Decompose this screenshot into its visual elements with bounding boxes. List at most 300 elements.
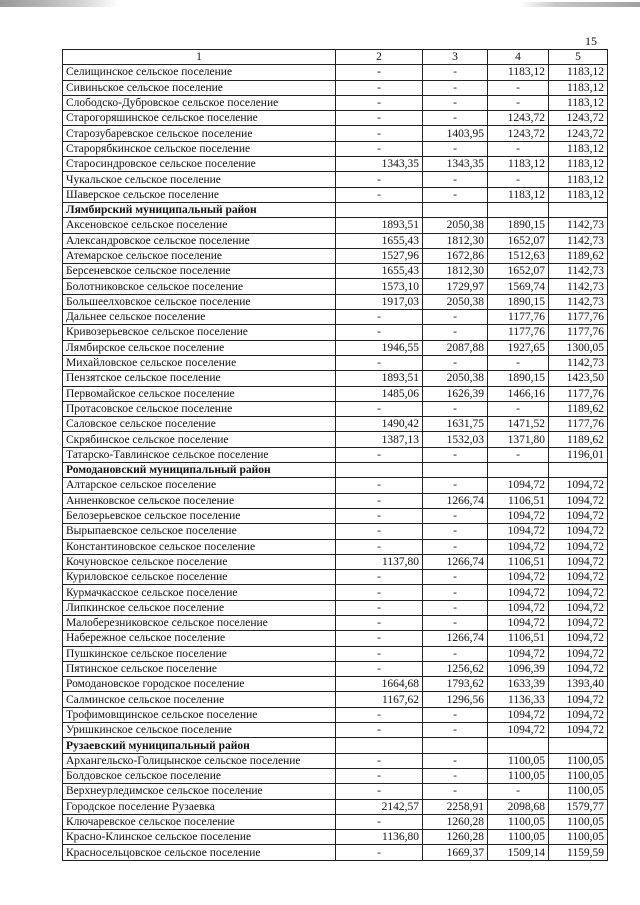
value-cell-col5: 1183,12 [549,157,608,172]
value-cell-col2: 1655,43 [336,264,423,279]
value-cell-col3: - [423,325,488,340]
value-cell-col5: 1142,73 [549,218,608,233]
value-cell-col3: 2050,38 [423,294,488,309]
value-cell-col4: 1509,14 [488,845,549,860]
settlement-name-cell: Протасовское сельское поселение [63,401,336,416]
value-cell-col2: - [336,615,423,630]
value-cell-col2: - [336,845,423,860]
empty-cell [488,738,549,753]
value-cell-col3: - [423,65,488,80]
settlement-name-cell: Белозерьевское сельское поселение [63,508,336,523]
settlement-name-cell: Трофимовщинское сельское поселение [63,707,336,722]
header-row [63,50,608,65]
value-cell-col3: 2258,91 [423,799,488,814]
value-cell-col4: 1094,72 [488,508,549,523]
value-cell-col2: - [336,401,423,416]
value-cell-col2: - [336,95,423,110]
value-cell-col5: 1094,72 [549,600,608,615]
table-row [63,80,608,95]
value-cell-col5: 1183,12 [549,172,608,187]
value-cell-col3: - [423,401,488,416]
value-cell-col4: 1177,76 [488,325,549,340]
value-cell-col3: 1812,30 [423,233,488,248]
table-row [63,264,608,279]
settlement-name-cell: Анненковское сельское поселение [63,493,336,508]
value-cell-col3: 1343,35 [423,157,488,172]
section-row [63,738,608,753]
settlement-name-cell: Кочуновское сельское поселение [63,554,336,569]
value-cell-col3: - [423,310,488,325]
value-cell-col5: 1094,72 [549,585,608,600]
value-cell-col2: - [336,646,423,661]
value-cell-col4: - [488,401,549,416]
table-row [63,570,608,585]
settlement-name-cell: Большеелховское сельское поселение [63,294,336,309]
value-cell-col3: - [423,570,488,585]
settlement-name-cell: Куриловское сельское поселение [63,570,336,585]
value-cell-col5: 1094,72 [549,478,608,493]
value-cell-col5: 1100,05 [549,814,608,829]
value-cell-col4: 1652,07 [488,233,549,248]
value-cell-col3: 1260,28 [423,814,488,829]
settlement-name-cell: Лямбирское сельское поселение [63,340,336,355]
value-cell-col5: 1183,12 [549,187,608,202]
settlement-name-cell: Шаверское сельское поселение [63,187,336,202]
settlement-name-cell: Сивиньское сельское поселение [63,80,336,95]
value-cell-col5: 1189,62 [549,432,608,447]
settlement-name-cell: Красносельцовское сельское поселение [63,845,336,860]
value-cell-col2: - [336,707,423,722]
value-cell-col4: 1243,72 [488,126,549,141]
settlement-name-cell: Берсеневское сельское поселение [63,264,336,279]
settlement-name-cell: Старорябкинское сельское поселение [63,141,336,156]
settlement-name-cell: Старозубаревское сельское поселение [63,126,336,141]
value-cell-col3: - [423,585,488,600]
table-row [63,111,608,126]
value-cell-col5: 1142,73 [549,264,608,279]
value-cell-col2: 1387,13 [336,432,423,447]
value-cell-col3: 1626,39 [423,386,488,401]
table-row [63,218,608,233]
value-cell-col3: - [423,187,488,202]
value-cell-col4: 1106,51 [488,631,549,646]
table-row [63,723,608,738]
value-cell-col4: 1890,15 [488,218,549,233]
value-cell-col5: 1423,50 [549,371,608,386]
settlement-name-cell: Красно-Клинское сельское поселение [63,830,336,845]
value-cell-col5: 1579,77 [549,799,608,814]
value-cell-col3: 2050,38 [423,371,488,386]
table-row [63,661,608,676]
table-row [63,95,608,110]
table-row [63,187,608,202]
value-cell-col4: 1183,12 [488,65,549,80]
value-cell-col2: 1946,55 [336,340,423,355]
settlement-name-cell: Пятинское сельское поселение [63,661,336,676]
value-cell-col3: - [423,111,488,126]
value-cell-col2: 1527,96 [336,248,423,263]
value-cell-col3: 2050,38 [423,218,488,233]
header-cell-col1: 1 [63,50,336,65]
value-cell-col4: - [488,172,549,187]
value-cell-col4: - [488,80,549,95]
value-cell-col4: 1569,74 [488,279,549,294]
value-cell-col5: 1094,72 [549,692,608,707]
table-row [63,447,608,462]
value-cell-col5: 1094,72 [549,570,608,585]
page-number: 15 [585,34,597,48]
value-cell-col4: 1094,72 [488,707,549,722]
settlement-name-cell: Старосиндровское сельское поселение [63,157,336,172]
settlement-name-cell: Архангельско-Голицынское сельское поселение [63,753,336,768]
section-row [63,463,608,478]
value-cell-col2: - [336,524,423,539]
value-cell-col3: 1403,95 [423,126,488,141]
settlement-name-cell: Ромодановское городское поселение [63,677,336,692]
value-cell-col2: - [336,539,423,554]
value-cell-col3: 1532,03 [423,432,488,447]
table-row [63,830,608,845]
value-cell-col3: 2087,88 [423,340,488,355]
value-cell-col4: 1652,07 [488,264,549,279]
section-row [63,202,608,217]
header-cell-col2: 2 [336,50,423,65]
value-cell-col4: 1106,51 [488,554,549,569]
value-cell-col5: 1094,72 [549,493,608,508]
value-cell-col2: - [336,478,423,493]
value-cell-col5: 1196,01 [549,447,608,462]
value-cell-col4: 1371,80 [488,432,549,447]
settlement-name-cell: Дальнее сельское поселение [63,310,336,325]
value-cell-col5: 1393,40 [549,677,608,692]
value-cell-col3: - [423,447,488,462]
value-cell-col3: - [423,615,488,630]
value-cell-col5: 1142,73 [549,294,608,309]
value-cell-col2: - [336,585,423,600]
value-cell-col4: 1183,12 [488,187,549,202]
value-cell-col2: - [336,126,423,141]
value-cell-col5: 1183,12 [549,80,608,95]
settlement-name-cell: Старогоряшинское сельское поселение [63,111,336,126]
value-cell-col4: - [488,447,549,462]
table-row [63,554,608,569]
value-cell-col4: 1100,05 [488,768,549,783]
empty-cell [336,202,423,217]
value-cell-col4: 1136,33 [488,692,549,707]
value-cell-col2: 1664,68 [336,677,423,692]
value-cell-col5: 1177,76 [549,386,608,401]
value-cell-col5: 1183,12 [549,95,608,110]
value-cell-col4: 1466,16 [488,386,549,401]
value-cell-col5: 1100,05 [549,830,608,845]
value-cell-col5: 1142,73 [549,233,608,248]
table-row [63,401,608,416]
table-row [63,233,608,248]
value-cell-col2: - [336,814,423,829]
table-row [63,141,608,156]
table-row [63,508,608,523]
table-row [63,432,608,447]
value-cell-col4: 1471,52 [488,417,549,432]
value-cell-col2: - [336,141,423,156]
value-cell-col3: - [423,95,488,110]
settlement-name-cell: Михайловское сельское поселение [63,355,336,370]
value-cell-col5: 1100,05 [549,753,608,768]
value-cell-col5: 1243,72 [549,126,608,141]
table-row [63,172,608,187]
table-row [63,753,608,768]
header-cell-col5: 5 [549,50,608,65]
value-cell-col4: - [488,141,549,156]
table-row [63,814,608,829]
value-cell-col4: 1094,72 [488,615,549,630]
table-row [63,417,608,432]
section-title: Рузаевский муниципальный район [63,738,336,753]
value-cell-col4: 1094,72 [488,646,549,661]
value-cell-col2: - [336,570,423,585]
table-row [63,294,608,309]
value-cell-col5: 1177,76 [549,310,608,325]
settlement-name-cell: Александровское сельское поселение [63,233,336,248]
table-row [63,65,608,80]
settlement-name-cell: Чукальское сельское поселение [63,172,336,187]
value-cell-col3: 1672,86 [423,248,488,263]
value-cell-col3: - [423,478,488,493]
settlement-name-cell: Скрябинское сельское поселение [63,432,336,447]
value-cell-col3: - [423,784,488,799]
table-row [63,340,608,355]
settlement-name-cell: Салминское сельское поселение [63,692,336,707]
table-row [63,799,608,814]
value-cell-col5: 1142,73 [549,355,608,370]
value-cell-col3: 1812,30 [423,264,488,279]
empty-cell [423,463,488,478]
value-cell-col2: 1655,43 [336,233,423,248]
value-cell-col3: - [423,355,488,370]
value-cell-col2: 1167,62 [336,692,423,707]
empty-cell [336,463,423,478]
value-cell-col2: 1485,06 [336,386,423,401]
settlement-name-cell: Пензятское сельское поселение [63,371,336,386]
table-row [63,248,608,263]
table-row [63,157,608,172]
value-cell-col3: - [423,723,488,738]
empty-cell [423,738,488,753]
value-cell-col2: - [336,325,423,340]
value-cell-col2: 2142,57 [336,799,423,814]
table-row [63,692,608,707]
value-cell-col5: 1094,72 [549,631,608,646]
value-cell-col5: 1094,72 [549,661,608,676]
value-cell-col3: 1260,28 [423,830,488,845]
value-cell-col5: 1094,72 [549,539,608,554]
scan-artifact-left [0,0,118,7]
value-cell-col2: 1136,80 [336,830,423,845]
settlement-name-cell: Пушкинское сельское поселение [63,646,336,661]
table-row [63,845,608,860]
value-cell-col5: 1094,72 [549,646,608,661]
settlement-name-cell: Уришкинское сельское поселение [63,723,336,738]
table-row [63,631,608,646]
value-cell-col2: 1917,03 [336,294,423,309]
value-cell-col3: - [423,707,488,722]
value-cell-col2: - [336,493,423,508]
empty-cell [549,738,608,753]
value-cell-col5: 1183,12 [549,65,608,80]
value-cell-col4: 1094,72 [488,570,549,585]
table-row [63,310,608,325]
value-cell-col5: 1300,05 [549,340,608,355]
table-row [63,784,608,799]
value-cell-col3: - [423,539,488,554]
value-cell-col3: - [423,646,488,661]
value-cell-col3: - [423,80,488,95]
value-cell-col3: - [423,141,488,156]
table-row [63,600,608,615]
value-cell-col5: 1100,05 [549,768,608,783]
settlement-name-cell: Городское поселение Рузаевка [63,799,336,814]
settlement-name-cell: Атемарское сельское поселение [63,248,336,263]
value-cell-col4: 1890,15 [488,294,549,309]
value-cell-col4: 1927,65 [488,340,549,355]
header-cell-col3: 3 [423,50,488,65]
settlement-name-cell: Вырыпаевское сельское поселение [63,524,336,539]
value-cell-col3: - [423,600,488,615]
value-cell-col2: - [336,111,423,126]
settlement-name-cell: Слободско-Дубровское сельское поселение [63,95,336,110]
value-cell-col3: 1793,62 [423,677,488,692]
value-cell-col5: 1094,72 [549,615,608,630]
value-cell-col3: - [423,524,488,539]
table-row [63,279,608,294]
value-cell-col2: - [336,80,423,95]
value-cell-col2: - [336,768,423,783]
value-cell-col2: 1490,42 [336,417,423,432]
header-cell-col4: 4 [488,50,549,65]
value-cell-col2: 1137,80 [336,554,423,569]
value-cell-col2: 1573,10 [336,279,423,294]
value-cell-col4: 1094,72 [488,585,549,600]
value-cell-col5: 1189,62 [549,248,608,263]
value-cell-col4: 1512,63 [488,248,549,263]
value-cell-col3: 1669,37 [423,845,488,860]
settlement-name-cell: Аксеновское сельское поселение [63,218,336,233]
section-title: Лямбирский муниципальный район [63,202,336,217]
value-cell-col4: 1096,39 [488,661,549,676]
value-cell-col4: 1177,76 [488,310,549,325]
settlement-name-cell: Первомайское сельское поселение [63,386,336,401]
value-cell-col2: - [336,753,423,768]
table-row [63,585,608,600]
value-cell-col3: 1266,74 [423,554,488,569]
value-cell-col2: - [336,310,423,325]
settlement-name-cell: Константиновское сельское поселение [63,539,336,554]
value-cell-col5: 1094,72 [549,508,608,523]
value-cell-col4: 1106,51 [488,493,549,508]
value-cell-col3: 1256,62 [423,661,488,676]
value-cell-col5: 1177,76 [549,325,608,340]
settlement-name-cell: Малоберезниковское сельское поселение [63,615,336,630]
table-row [63,493,608,508]
empty-cell [336,738,423,753]
settlement-name-cell: Кривозерьевское сельское поселение [63,325,336,340]
settlement-name-cell: Набережное сельское поселение [63,631,336,646]
value-cell-col2: - [336,784,423,799]
settlement-name-cell: Татарско-Тавлинское сельское поселение [63,447,336,462]
settlement-name-cell: Саловское сельское поселение [63,417,336,432]
value-cell-col3: 1729,97 [423,279,488,294]
value-cell-col4: 2098,68 [488,799,549,814]
value-cell-col2: 1893,51 [336,371,423,386]
empty-cell [488,202,549,217]
value-cell-col4: 1243,72 [488,111,549,126]
value-cell-col5: 1094,72 [549,554,608,569]
value-cell-col4: 1100,05 [488,830,549,845]
settlement-name-cell: Липкинское сельское поселение [63,600,336,615]
table-row [63,677,608,692]
value-cell-col5: 1243,72 [549,111,608,126]
value-cell-col2: - [336,631,423,646]
value-cell-col5: 1094,72 [549,524,608,539]
value-cell-col5: 1142,73 [549,279,608,294]
value-cell-col4: 1183,12 [488,157,549,172]
value-cell-col5: 1177,76 [549,417,608,432]
scan-artifact-right [520,2,640,7]
tariff-table [62,49,608,861]
value-cell-col4: 1094,72 [488,478,549,493]
value-cell-col4: 1890,15 [488,371,549,386]
value-cell-col2: - [336,508,423,523]
table-row [63,325,608,340]
value-cell-col5: 1183,12 [549,141,608,156]
value-cell-col2: - [336,723,423,738]
value-cell-col2: 1893,51 [336,218,423,233]
value-cell-col2: 1343,35 [336,157,423,172]
empty-cell [549,463,608,478]
table-row [63,386,608,401]
value-cell-col4: 1094,72 [488,723,549,738]
value-cell-col3: 1266,74 [423,631,488,646]
table-body [63,50,608,861]
table-row [63,539,608,554]
settlement-name-cell: Курмачкасское сельское поселение [63,585,336,600]
value-cell-col2: - [336,355,423,370]
settlement-name-cell: Верхнеурледимское сельское поселение [63,784,336,799]
value-cell-col2: - [336,172,423,187]
table-row [63,371,608,386]
table-row [63,524,608,539]
value-cell-col4: 1094,72 [488,600,549,615]
value-cell-col3: 1296,56 [423,692,488,707]
value-cell-col3: - [423,508,488,523]
value-cell-col4: 1100,05 [488,814,549,829]
value-cell-col4: - [488,355,549,370]
value-cell-col5: 1094,72 [549,707,608,722]
value-cell-col4: 1633,39 [488,677,549,692]
value-cell-col4: 1100,05 [488,753,549,768]
settlement-name-cell: Селищинское сельское поселение [63,65,336,80]
value-cell-col2: - [336,65,423,80]
value-cell-col2: - [336,600,423,615]
settlement-name-cell: Ключаревское сельское поселение [63,814,336,829]
value-cell-col5: 1189,62 [549,401,608,416]
value-cell-col3: - [423,172,488,187]
table-row [63,707,608,722]
value-cell-col3: - [423,768,488,783]
table-row [63,646,608,661]
table-row [63,126,608,141]
value-cell-col5: 1159,59 [549,845,608,860]
